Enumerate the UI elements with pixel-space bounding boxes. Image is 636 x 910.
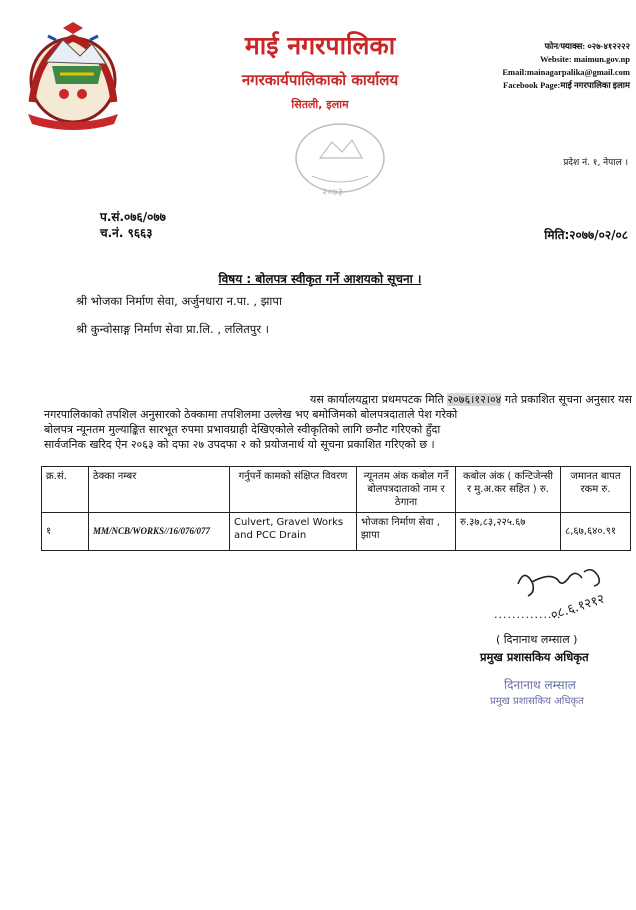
header-bid-amount: कबोल अंक ( कन्टिजेन्सी र मु.अ.कर सहित ) रु. <box>456 467 561 513</box>
table-header-row <box>42 467 631 513</box>
signatory-name: ( दिनानाथ लम्साल ) <box>496 633 578 646</box>
email-text: Email:mainagarpalika@gmail.com <box>502 67 630 77</box>
org-name: माई नगरपालिका <box>244 31 396 60</box>
header-sn: क्र.सं. <box>42 467 89 513</box>
cell-security: ८,६७,६४०.९१ <box>561 513 631 551</box>
body-line-3: बोलपत्र न्यूनतम मुल्याङ्कित सारभूत रुपमा प्रभावग्राही देखिएकोले स्वीकृतिको लागि छनौट गरिएको हुँदा <box>44 423 441 436</box>
reference-cn: च.नं. ९६६३ <box>100 226 153 240</box>
cell-description: Culvert, Gravel Works and PCC Drain <box>230 513 357 551</box>
body-line-4: सार्वजनिक खरिद ऐन २०६३ को दफा २७ उपदफा २ को प्रयोजनार्थ यो सूचना प्रकाशित गरिएको छ । <box>44 438 435 451</box>
signatory-title: प्रमुख प्रशासकिय अधिकृत <box>480 650 589 664</box>
letter-date: मिति:२०७७/०२/०८ <box>544 228 628 242</box>
subject-line: विषय : बोलपत्र स्वीकृत गर्ने आशयको सूचना । <box>218 272 422 286</box>
facebook-text: Facebook Page:माई नगरपालिका इलाम <box>503 80 630 90</box>
header-contract-no: ठेक्का नम्बर <box>89 467 230 513</box>
stamp-name: दिनानाथ लम्साल <box>504 678 576 692</box>
contact-info <box>370 40 630 92</box>
office-name: नगरकार्यपालिकाको कार्यालय <box>241 71 399 89</box>
body-line-2: नगरपालिकाको तपशिल अनुसारको ठेक्कामा तपशिलमा उल्लेख भए बमोजिमको बोलपत्रदाताले पेश गरेको <box>44 408 458 421</box>
office-stamp <box>290 118 390 206</box>
recipient-item: श्री भोजका निर्माण सेवा, अर्जुनधारा न.पा. , झापा <box>76 294 282 308</box>
table-row <box>42 513 631 551</box>
name-stamp <box>490 676 584 707</box>
cell-sn: १ <box>42 513 89 551</box>
nepal-emblem-logo <box>18 22 128 134</box>
body-line-1-pre: यस कार्यालयद्वारा प्रथमपटक मिति <box>309 393 448 406</box>
signature-dots: ............... <box>494 608 562 621</box>
stamp-year: २०७३ <box>322 187 343 198</box>
recipient-item: श्री कुन्वोसाङ्ग निर्माण सेवा प्रा.लि. , ललितपुर । <box>76 322 270 336</box>
cell-bid-amount: रु.३७,८३,२२५.६७ <box>456 513 561 551</box>
cell-bidder: भोजका निर्माण सेवा , झापा <box>357 513 456 551</box>
cell-contract-no: MM/NCB/WORKS//16/076/077 <box>89 513 230 551</box>
reference-ps: प.सं.०७६/०७७ <box>100 210 166 224</box>
stamp-title: प्रमुख प्रशासकिय अधिकृत <box>490 696 584 707</box>
header-bidder: न्यूनतम अंक कबोल गर्ने बोलपत्रदाताको नाम र ठेगाना <box>357 467 456 513</box>
publication-date: २०७६।१२।०४ <box>447 393 502 406</box>
notice-body <box>44 392 632 452</box>
signature-date: ०८.६.१२१२ <box>548 591 607 624</box>
phone-text: फोन/फ्याक्स: ०२७-४१२२२२ <box>544 41 630 51</box>
recipient-list <box>76 294 282 337</box>
office-location: सितली, इलाम <box>291 98 349 111</box>
header-security: जमानत बापत रकम रु. <box>561 467 631 513</box>
province-text: प्रदेश नं. १, नेपाल । <box>563 158 628 168</box>
body-line-1-post: गते प्रकाशित सूचना अनुसार यस <box>501 393 632 406</box>
website-text: Website: maimun.gov.np <box>540 54 630 64</box>
body-line-1 <box>44 392 632 407</box>
contract-table <box>41 466 631 551</box>
header-description: गर्नुपर्ने कामको संक्षिप्त विवरण <box>230 467 357 513</box>
